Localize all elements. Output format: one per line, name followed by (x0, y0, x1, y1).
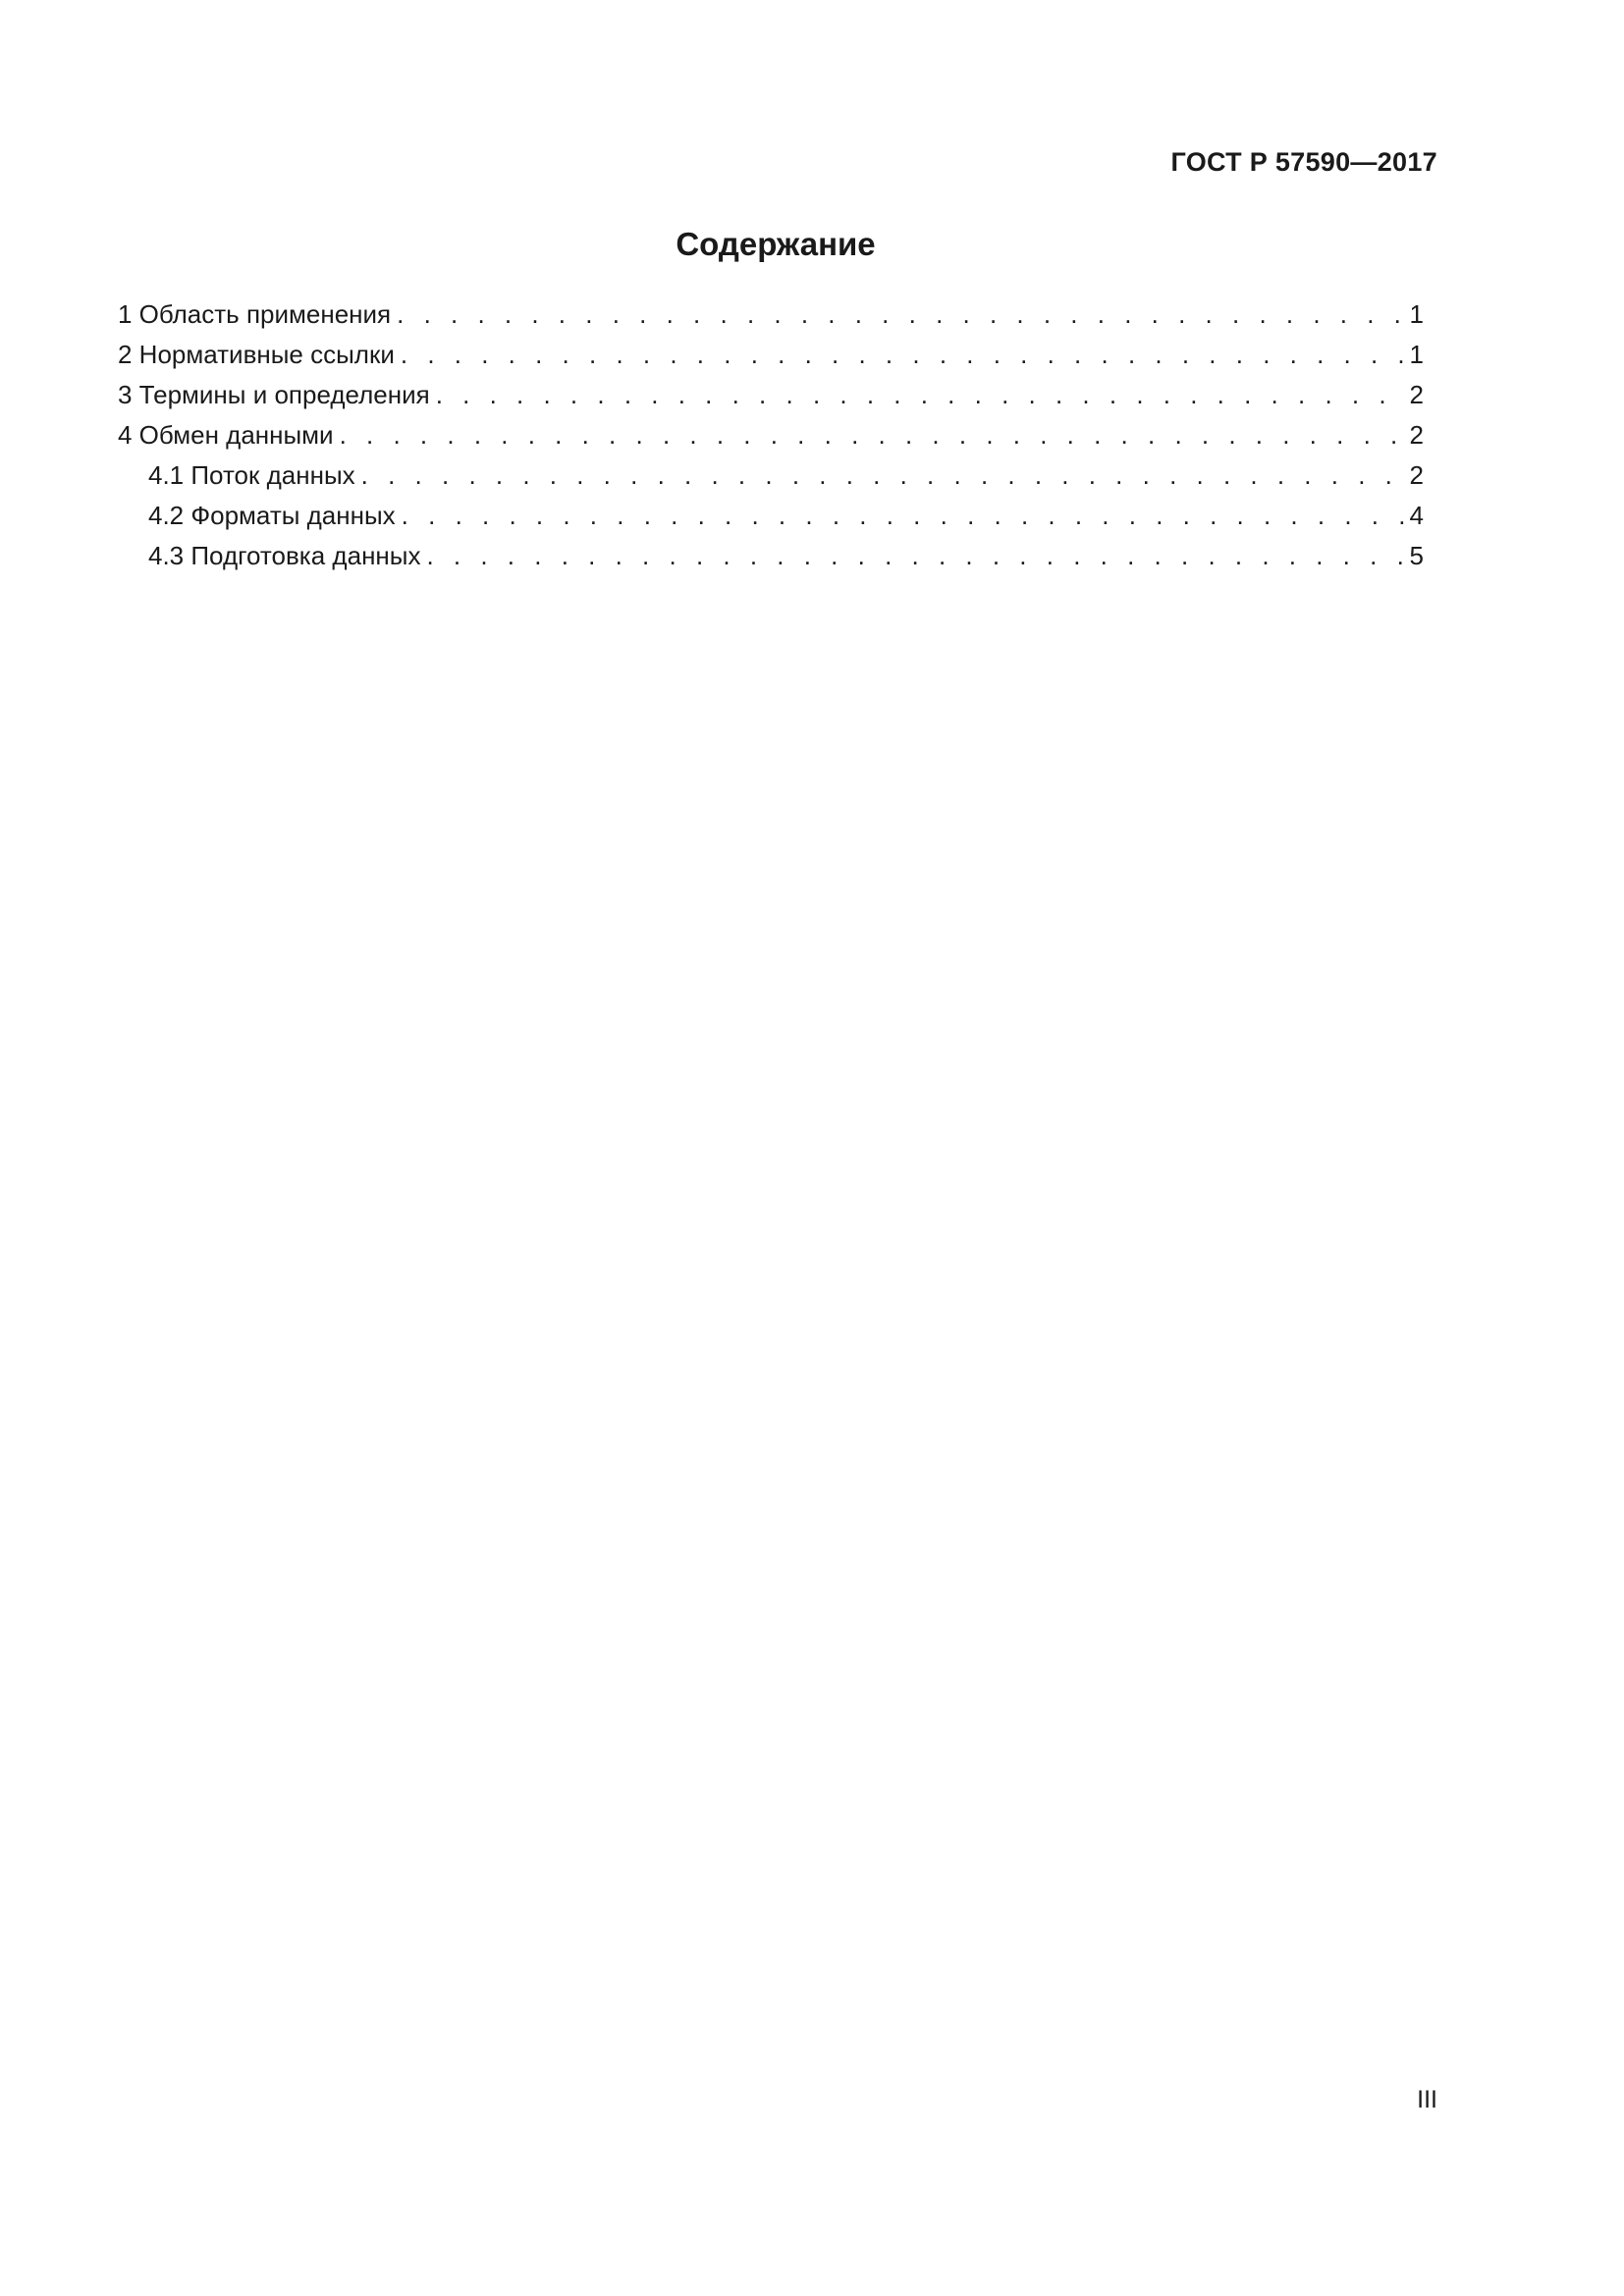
table-of-contents (118, 294, 1424, 576)
toc-item-label: 4 Обмен данными (118, 420, 334, 450)
toc-leader-dots (426, 536, 1407, 576)
toc-leader-dots (402, 496, 1408, 536)
toc-item-label: 1 Область применения (118, 299, 392, 329)
document-code: ГОСТ Р 57590—2017 (1170, 147, 1437, 177)
page-number: III (1417, 2086, 1437, 2113)
toc-item-label: 4.3 Подготовка данных (148, 541, 421, 570)
toc-leader-dots (340, 415, 1408, 455)
toc-item-data-exchange[interactable] (118, 415, 1424, 455)
toc-item-scope[interactable] (118, 294, 1424, 335)
toc-item-page: 4 (1409, 501, 1424, 530)
toc-item-page: 2 (1409, 460, 1424, 490)
toc-item-page: 2 (1409, 420, 1424, 450)
toc-item-data-preparation[interactable] (118, 536, 1424, 576)
toc-item-label: 3 Термины и определения (118, 380, 430, 409)
toc-item-label: 2 Нормативные ссылки (118, 340, 395, 369)
toc-item-data-flow[interactable] (118, 455, 1424, 496)
toc-item-data-formats[interactable] (118, 496, 1424, 536)
toc-leader-dots (397, 294, 1407, 335)
toc-leader-dots (361, 455, 1408, 496)
toc-item-label: 4.2 Форматы данных (148, 501, 396, 530)
toc-title: Содержание (676, 226, 876, 262)
toc-item-page: 1 (1409, 340, 1424, 369)
toc-item-label: 4.1 Поток данных (148, 460, 355, 490)
toc-leader-dots (401, 335, 1408, 375)
toc-leader-dots (436, 375, 1408, 415)
toc-item-page: 5 (1409, 541, 1424, 570)
toc-item-terms-definitions[interactable] (118, 375, 1424, 415)
toc-item-normative-references[interactable] (118, 335, 1424, 375)
toc-item-page: 2 (1409, 380, 1424, 409)
toc-item-page: 1 (1409, 299, 1424, 329)
